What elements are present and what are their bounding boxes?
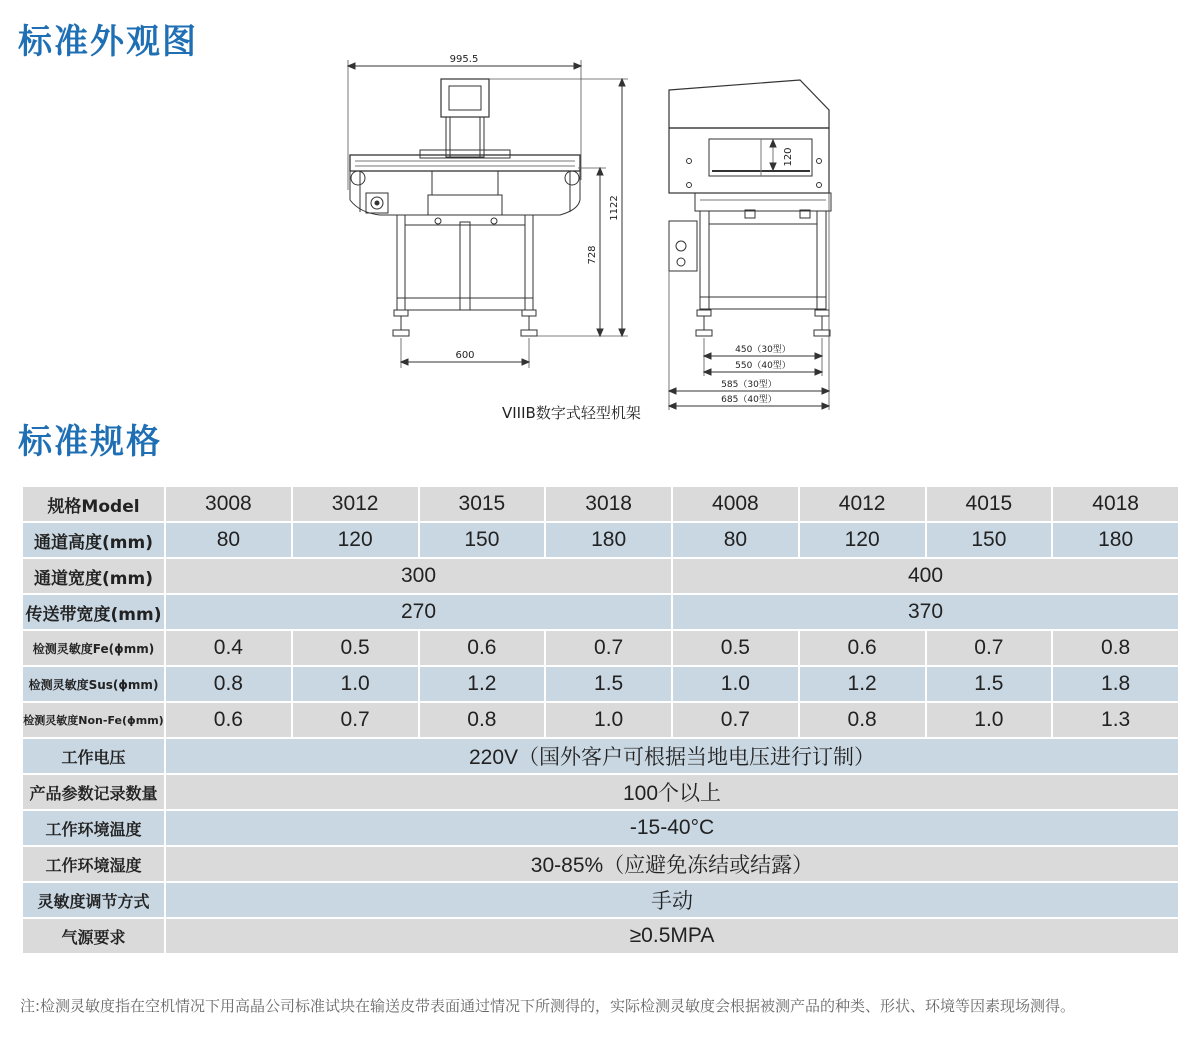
model-cell: 4015 (927, 487, 1052, 521)
model-cell: 3012 (293, 487, 418, 521)
section-title-spec: 标准规格 (18, 422, 162, 462)
value-cell: 300 (166, 559, 671, 593)
table-row-voltage (23, 739, 1178, 773)
row-label-sens-nonfe: 检测灵敏度Non-Fe(ϕmm) (23, 703, 164, 737)
dim-height-belt: 728 (587, 245, 598, 265)
table-row-records (23, 775, 1178, 809)
row-label-model: 规格Model (23, 487, 164, 521)
table-row-humidity (23, 847, 1178, 881)
value-cell: 1.0 (673, 667, 798, 701)
value-cell: 0.4 (166, 631, 291, 665)
dim-side-450: 450（30型） (735, 345, 791, 355)
value-cell: 0.8 (166, 667, 291, 701)
value-cell: 0.8 (1053, 631, 1178, 665)
table-row-air (23, 919, 1178, 953)
value-cell: 0.8 (420, 703, 545, 737)
value-cell: 180 (1053, 523, 1178, 557)
model-cell: 4012 (800, 487, 925, 521)
table-row-sens-fe (23, 631, 1178, 665)
value-cell: 0.8 (800, 703, 925, 737)
row-label-belt-width: 传送带宽度(mm) (23, 595, 164, 629)
row-label-humidity: 工作环境湿度 (23, 847, 164, 881)
value-cell: 0.7 (927, 631, 1052, 665)
table-row-tunnel-width (23, 559, 1178, 593)
value-cell: 0.7 (673, 703, 798, 737)
value-cell: 手动 (166, 883, 1178, 917)
value-cell: 0.5 (673, 631, 798, 665)
table-row-sens-nonfe (23, 703, 1178, 737)
dim-width-base: 600 (455, 350, 475, 361)
dim-width-top: 995.5 (449, 54, 479, 65)
value-cell: 80 (673, 523, 798, 557)
table-row-tunnel-height (23, 523, 1178, 557)
value-cell: 1.3 (1053, 703, 1178, 737)
model-cell: 4018 (1053, 487, 1178, 521)
value-cell: 220V（国外客户可根据当地电压进行订制） (166, 739, 1178, 773)
table-row-sens-sus (23, 667, 1178, 701)
table-row-temperature (23, 811, 1178, 845)
value-cell: 100个以上 (166, 775, 1178, 809)
value-cell: 0.6 (420, 631, 545, 665)
front-view-drawing (348, 60, 628, 368)
drawing-caption: VIIIB数字式轻型机架 (502, 404, 641, 422)
spec-table (21, 485, 1180, 955)
value-cell: 0.6 (166, 703, 291, 737)
model-cell: 4008 (673, 487, 798, 521)
row-label-records: 产品参数记录数量 (23, 775, 164, 809)
value-cell: ≥0.5MPA (166, 919, 1178, 953)
model-cell: 3015 (420, 487, 545, 521)
value-cell: 150 (420, 523, 545, 557)
value-cell: 120 (800, 523, 925, 557)
value-cell: 1.8 (1053, 667, 1178, 701)
value-cell: 180 (546, 523, 671, 557)
row-label-sens-sus: 检测灵敏度Sus(ϕmm) (23, 667, 164, 701)
value-cell: -15-40°C (166, 811, 1178, 845)
section-title-appearance: 标准外观图 (18, 22, 198, 62)
row-label-voltage: 工作电压 (23, 739, 164, 773)
value-cell: 1.5 (927, 667, 1052, 701)
dim-side-550: 550（40型） (735, 361, 791, 371)
value-cell: 0.7 (546, 631, 671, 665)
row-label-temperature: 工作环境温度 (23, 811, 164, 845)
row-label-air: 气源要求 (23, 919, 164, 953)
value-cell: 400 (673, 559, 1178, 593)
value-cell: 30-85%（应避免冻结或结露） (166, 847, 1178, 881)
table-row-belt-width (23, 595, 1178, 629)
value-cell: 0.7 (293, 703, 418, 737)
value-cell: 1.0 (293, 667, 418, 701)
model-cell: 3008 (166, 487, 291, 521)
row-label-adjust: 灵敏度调节方式 (23, 883, 164, 917)
value-cell: 1.2 (420, 667, 545, 701)
value-cell: 1.2 (800, 667, 925, 701)
value-cell: 150 (927, 523, 1052, 557)
value-cell: 370 (673, 595, 1178, 629)
row-label-tunnel-height: 通道高度(mm) (23, 523, 164, 557)
value-cell: 0.6 (800, 631, 925, 665)
model-cell: 3018 (546, 487, 671, 521)
value-cell: 80 (166, 523, 291, 557)
dim-side-585: 585（30型） (721, 380, 777, 390)
value-cell: 1.0 (927, 703, 1052, 737)
value-cell: 120 (293, 523, 418, 557)
value-cell: 1.5 (546, 667, 671, 701)
dim-aperture: 120 (783, 147, 794, 167)
table-row-adjust (23, 883, 1178, 917)
row-label-sens-fe: 检测灵敏度Fe(ϕmm) (23, 631, 164, 665)
value-cell: 1.0 (546, 703, 671, 737)
value-cell: 0.5 (293, 631, 418, 665)
appearance-drawing (0, 0, 1200, 420)
footnote: 注:检测灵敏度指在空机情况下用高晶公司标准试块在输送皮带表面通过情况下所测得的，实际检测灵敏度会根据被测产品的种类、形状、环境等因素现场测得。 (20, 997, 1076, 1015)
value-cell: 270 (166, 595, 671, 629)
row-label-tunnel-width: 通道宽度(mm) (23, 559, 164, 593)
dim-height-total: 1122 (609, 195, 620, 221)
table-row-model (23, 487, 1178, 521)
dim-side-685: 685（40型） (721, 395, 777, 405)
